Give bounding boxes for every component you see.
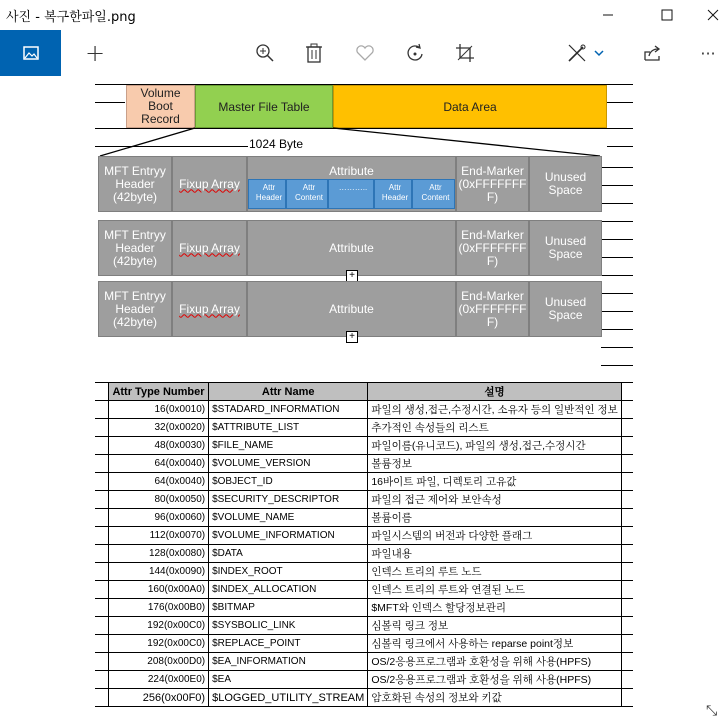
blank-cell (95, 473, 108, 491)
attr-type-table (95, 382, 633, 707)
title-bar (0, 0, 723, 30)
attribute-block (247, 281, 456, 342)
desc-cell: 볼륨정보 (368, 455, 621, 473)
name-cell: $STADARD_INFORMATION (209, 401, 368, 419)
ruled-line (601, 203, 633, 204)
close-button[interactable] (690, 0, 723, 30)
blank-cell (95, 635, 108, 653)
table-row (95, 527, 633, 545)
data-area-block: Data Area (333, 85, 607, 128)
table-row (95, 689, 633, 707)
desc-cell: 파일의 접근 제어와 보안속성 (368, 491, 621, 509)
blank-cell (95, 419, 108, 437)
type-cell: 32(0x0020) (108, 419, 208, 437)
blank-cell (95, 563, 108, 581)
blank-cell (621, 383, 633, 401)
blank-cell (621, 635, 633, 653)
name-cell: $OBJECT_ID (209, 473, 368, 491)
blank-cell (95, 671, 108, 689)
blank-cell (95, 581, 108, 599)
desc-cell: 파일시스템의 버전과 다양한 플래그 (368, 527, 621, 545)
blank-cell (621, 671, 633, 689)
maximize-icon (661, 9, 673, 21)
delete-button[interactable] (299, 38, 329, 68)
ruled-line (601, 221, 633, 222)
minimize-button[interactable] (585, 0, 631, 30)
desc-cell: 심볼릭 링크에서 사용하는 reparse point정보 (368, 635, 621, 653)
column-header-name: Attr Name (209, 383, 368, 401)
fixup-array (172, 220, 247, 276)
crop-button[interactable] (450, 38, 480, 68)
end-marker: End-Marker (0xFFFFFFF F) (456, 220, 529, 276)
type-cell: 128(0x0080) (108, 545, 208, 563)
attr-header-part: Attr Header (248, 179, 286, 209)
document-image (95, 76, 633, 716)
desc-cell: 심볼릭 링크 정보 (368, 617, 621, 635)
blank-cell (621, 401, 633, 419)
mft-entry-row (98, 220, 602, 281)
desc-cell: 암호화된 속성의 정보와 키값 (368, 689, 621, 707)
table-row (95, 509, 633, 527)
blank-cell (621, 545, 633, 563)
name-cell: $BITMAP (209, 599, 368, 617)
column-header-type: Attr Type Number (108, 383, 208, 401)
end-marker: End-Marker (0xFFFFFFF F) (456, 156, 529, 212)
ruled-line (95, 102, 125, 103)
type-cell: 192(0x00C0) (108, 617, 208, 635)
table-row (95, 581, 633, 599)
more-button[interactable] (696, 38, 720, 68)
fixup-array-label: Fixup Array (179, 176, 240, 191)
attr-content-part: Attr Content (286, 179, 328, 209)
blank-cell (621, 509, 633, 527)
blank-cell (621, 527, 633, 545)
blank-cell (95, 527, 108, 545)
type-cell: 160(0x00A0) (108, 581, 208, 599)
share-button[interactable] (638, 38, 668, 68)
type-cell: 64(0x0040) (108, 455, 208, 473)
name-cell: $REPLACE_POINT (209, 635, 368, 653)
name-cell: $LOGGED_UTILITY_STREAM (209, 689, 368, 707)
desc-cell: 파일내용 (368, 545, 621, 563)
type-cell: 208(0x00D0) (108, 653, 208, 671)
attr-header-part: Attr Header (374, 179, 412, 209)
blank-cell (95, 653, 108, 671)
attr-content-part: Attr Content (412, 179, 455, 209)
zoom-in-button[interactable] (250, 38, 280, 68)
mft-entry-row (98, 156, 602, 212)
desc-cell: 16바이트 파일, 디렉토리 고유값 (368, 473, 621, 491)
delete-icon (305, 43, 323, 63)
mft-entry-header: MFT Entryy Header (42byte) (98, 220, 172, 276)
desc-cell: 추가적인 속성들의 리스트 (368, 419, 621, 437)
fixup-array (172, 281, 247, 337)
type-cell: 112(0x0070) (108, 527, 208, 545)
rotate-icon (405, 43, 425, 63)
add-button[interactable] (80, 38, 110, 68)
blank-cell (95, 689, 108, 707)
toolbar (0, 30, 723, 76)
name-cell: $VOLUME_INFORMATION (209, 527, 368, 545)
more-icon: ··· (700, 43, 716, 63)
crop-icon (455, 43, 475, 63)
blank-cell (621, 455, 633, 473)
mft-entry-header: MFT Entryy Header (42byte) (98, 281, 172, 337)
ruled-line (601, 293, 633, 294)
blank-cell (95, 617, 108, 635)
expansion-lines (95, 126, 633, 158)
rotate-button[interactable] (400, 38, 430, 68)
table-body (95, 401, 633, 707)
expand-button[interactable]: + (346, 331, 358, 343)
table-row (95, 437, 633, 455)
type-cell: 96(0x0060) (108, 509, 208, 527)
share-icon (643, 44, 663, 62)
fixup-array (172, 156, 247, 212)
name-cell: $VOLUME_VERSION (209, 455, 368, 473)
name-cell: $ATTRIBUTE_LIST (209, 419, 368, 437)
blank-cell (95, 401, 108, 419)
name-cell: $SECURITY_DESCRIPTOR (209, 491, 368, 509)
image-canvas (0, 76, 723, 725)
volume-boot-record-block: Volume Boot Record (126, 85, 195, 128)
blank-cell (621, 437, 633, 455)
desc-cell: $MFT와 인덱스 할당정보관리 (368, 599, 621, 617)
favorite-button[interactable] (350, 38, 380, 68)
attribute-label: Attribute (329, 240, 374, 255)
resize-icon[interactable]: ⤡ (706, 703, 718, 719)
table-row (95, 563, 633, 581)
name-cell: $EA (209, 671, 368, 689)
ruled-line (601, 275, 633, 276)
name-cell: $FILE_NAME (209, 437, 368, 455)
zoom-in-icon (255, 43, 275, 63)
type-cell: 48(0x0030) (108, 437, 208, 455)
table-row (95, 419, 633, 437)
blank-cell (621, 599, 633, 617)
add-icon: + (84, 39, 106, 67)
table-row (95, 635, 633, 653)
blank-cell (621, 419, 633, 437)
table-row (95, 599, 633, 617)
column-header-desc: 설명 (368, 383, 621, 401)
table-row (95, 491, 633, 509)
type-cell: 192(0x00C0) (108, 635, 208, 653)
unused-space: Unused Space (529, 281, 602, 337)
end-marker: End-Marker (0xFFFFFFF F) (456, 281, 529, 337)
desc-cell: 파일의 생성,접근,수정시간, 소유자 등의 일반적인 정보 (368, 401, 621, 419)
close-icon (707, 9, 719, 21)
minimize-icon (602, 9, 614, 21)
table-row (95, 671, 633, 689)
type-cell: 80(0x0050) (108, 491, 208, 509)
blank-cell (95, 491, 108, 509)
table-row (95, 401, 633, 419)
attribute-label: Attribute (329, 164, 374, 178)
ruled-line (601, 257, 633, 258)
desc-cell: 파일이름(유니코드), 파일의 생성,접근,수정시간 (368, 437, 621, 455)
unused-space: Unused Space (529, 156, 602, 212)
table-row (95, 473, 633, 491)
mft-entry-row (98, 281, 602, 342)
attribute-block (247, 220, 456, 281)
desc-cell: 인덱스 트리의 루트 노드 (368, 563, 621, 581)
ruled-line (601, 329, 633, 330)
ruled-line (607, 102, 633, 103)
fixup-array-label: Fixup Array (179, 301, 240, 316)
blank-cell (95, 455, 108, 473)
blank-cell (621, 473, 633, 491)
chevron-down-icon (594, 49, 604, 57)
blank-cell (95, 437, 108, 455)
type-cell: 224(0x00E0) (108, 671, 208, 689)
blank-cell (621, 581, 633, 599)
type-cell: 16(0x0010) (108, 401, 208, 419)
name-cell: $INDEX_ALLOCATION (209, 581, 368, 599)
table-header-row (95, 383, 633, 401)
name-cell: $EA_INFORMATION (209, 653, 368, 671)
photo-button[interactable] (0, 30, 61, 76)
type-cell: 256(0x00F0) (108, 689, 208, 707)
desc-cell: OS/2응용프로그램과 호환성을 위해 사용(HPFS) (368, 653, 621, 671)
attribute-parts (248, 179, 455, 209)
blank-cell (95, 509, 108, 527)
ruled-line (601, 347, 633, 348)
fixup-array-label: Fixup Array (179, 240, 240, 255)
desc-cell: 볼륨이름 (368, 509, 621, 527)
attribute-block (247, 156, 456, 212)
desc-cell: OS/2응용프로그램과 호환성을 위해 사용(HPFS) (368, 671, 621, 689)
expand-button[interactable]: + (346, 270, 358, 282)
type-cell: 176(0x00B0) (108, 599, 208, 617)
attribute-label: Attribute (329, 301, 374, 316)
table-row (95, 455, 633, 473)
table-row (95, 653, 633, 671)
ruled-line (601, 311, 633, 312)
table-row (95, 545, 633, 563)
type-cell: 144(0x0090) (108, 563, 208, 581)
blank-cell (621, 689, 633, 707)
attr-ellipsis-part: ……….. (328, 179, 374, 209)
name-cell: $SYSBOLIC_LINK (209, 617, 368, 635)
desc-cell: 인덱스 트리의 루트와 연결된 노드 (368, 581, 621, 599)
blank-cell (621, 617, 633, 635)
blank-cell (621, 491, 633, 509)
maximize-button[interactable] (644, 0, 690, 30)
ruled-line (601, 185, 633, 186)
ruled-line (601, 239, 633, 240)
type-cell: 64(0x0040) (108, 473, 208, 491)
favorite-icon (355, 44, 375, 62)
record-size-label: 1024 Byte (249, 137, 304, 151)
blank-cell (95, 545, 108, 563)
name-cell: $INDEX_ROOT (209, 563, 368, 581)
edit-dropdown-button[interactable] (586, 38, 612, 68)
name-cell: $DATA (209, 545, 368, 563)
table-row (95, 617, 633, 635)
window-title: 사진 - 복구한파일.png (6, 10, 136, 25)
master-file-table-block: Master File Table (195, 85, 333, 128)
unused-space: Unused Space (529, 220, 602, 276)
photo-icon (23, 45, 39, 61)
ruled-line (601, 365, 633, 366)
blank-cell (621, 653, 633, 671)
blank-cell (95, 599, 108, 617)
ruled-line (601, 167, 633, 168)
mft-entry-header: MFT Entryy Header (42byte) (98, 156, 172, 212)
name-cell: $VOLUME_NAME (209, 509, 368, 527)
edit-icon (567, 43, 587, 63)
blank-cell (95, 383, 108, 401)
blank-cell (621, 563, 633, 581)
